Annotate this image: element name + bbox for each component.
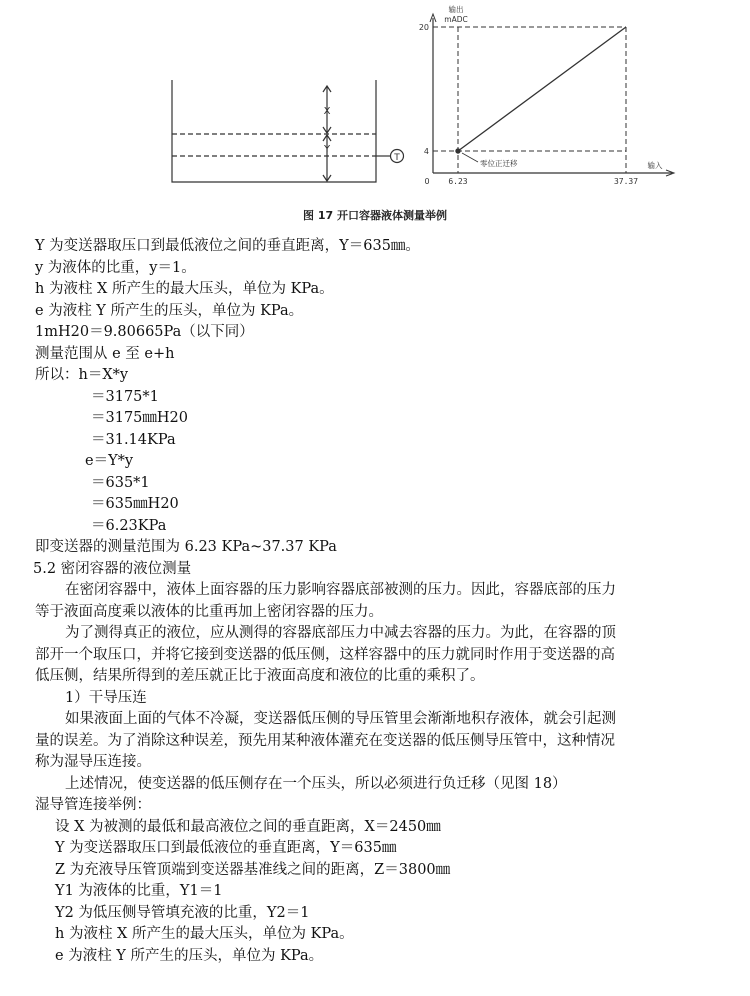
text-line: 在密闭容器中，液体上面容器的压力影响容器底部被测的压力。因此，容器底部的压力 [65,582,616,598]
text-line: 称为湿导压连接。 [35,754,151,770]
text-line: 上述情况，使变送器的低压侧存在一个压头，所以必须进行负迁移（见图 18） [65,775,567,792]
text-line: h 为液柱 X 所产生的最大压头，单位为 KPa。 [55,926,354,942]
text-line: 部开一个取压口，并将它接到变送器的低压侧，这样容器中的压力就同时作用于变送器的高 [35,646,615,663]
zero-shift-annotation: 零位正迁移 [480,159,518,168]
text-line: e 为液柱 Y 所产生的压头，单位为 KPa。 [35,302,304,319]
text-line: ＝635*1 [91,474,150,491]
text-line: 测量范围从 e 至 e+h [35,345,175,362]
text-line: e＝Y*y [85,453,134,469]
text-line: Z 为充液导压管顶端到变送器基准线之间的距离，Z＝3800㎜ [55,861,451,878]
text-line: Y1 为液体的比重，Y1＝1 [55,883,223,899]
text-line: ＝31.14KPa [91,431,176,448]
text-line: 设 X 为被测的最低和最高液位之间的垂直距离，X＝2450㎜ [55,818,441,835]
x-axis-title: 输入 [647,161,663,170]
open-tank-diagram [172,80,404,182]
output-input-chart [430,14,674,176]
text-line: 如果液面上面的气体不冷凝，变送器低压侧的导压管里会渐渐地积存液体，就会引起测 [65,711,616,727]
text-line: 所以：h＝X*y [35,367,129,383]
text-line: Y 为变送器取压口到最低液位的垂直距离，Y＝635㎜ [55,840,397,856]
text-line: ＝3175*1 [91,388,159,405]
figure-caption: 图 17 开口容器液体测量举例 [303,209,447,222]
figure-17 [0,0,750,230]
document-body [35,236,725,967]
text-line: 低压侧，结果所得到的差压就正比于液面高度和液位的比重的乘积了。 [35,668,485,684]
section-heading: 5.2 密闭容器的液位测量 [33,560,192,577]
x-tick-high: 37.37 [613,177,639,186]
y-tick-4: 4 [423,147,429,156]
text-line: h 为液柱 X 所产生的最大压头，单位为 KPa。 [35,281,334,297]
transmitter-symbol: T [394,153,400,163]
y-tick-20: 20 [418,23,429,32]
chart-series-line [458,27,626,151]
text-line: ＝6.23KPa [91,517,167,534]
text-line: e 为液柱 Y 所产生的压头，单位为 KPa。 [55,947,324,964]
y-axis-title-2: mADC [444,15,468,24]
x-tick-0: 0 [424,177,430,186]
text-line: ＝3175㎜H20 [91,410,188,426]
text-line: Y2 为低压侧导管填充液的比重，Y2＝1 [55,904,310,921]
figure-drawing [0,0,750,200]
x-tick-low: 6.23 [448,177,468,186]
text-line: 为了测得真正的液位，应从测得的容器底部压力中减去容器的压力。为此，在容器的顶 [65,625,616,641]
text-line: 湿导管连接举例： [35,797,151,813]
text-line: Y 为变送器取压口到最低液位之间的垂直距离，Y＝635㎜。 [35,238,420,254]
text-line: ＝635㎜H20 [91,496,179,512]
text-line: 量的误差。为了消除这种误差，预先用某种液体灌充在变送器的低压侧导压管中，这种情况 [35,732,615,749]
y-axis-title-1: 输出 [448,5,464,14]
text-line: 等于液面高度乘以液体的比重再加上密闭容器的压力。 [35,603,383,620]
tank-x-label: X [323,106,331,117]
text-line: 即变送器的测量范围为 6.23 KPa~37.37 KPa [35,539,337,555]
subsection-heading: 1）干导压连 [65,689,147,706]
tank-y-label: Y [323,144,331,155]
text-line: 1mH20＝9.80665Pa（以下同） [35,324,254,340]
text-line: y 为液体的比重，y＝1。 [35,259,196,276]
